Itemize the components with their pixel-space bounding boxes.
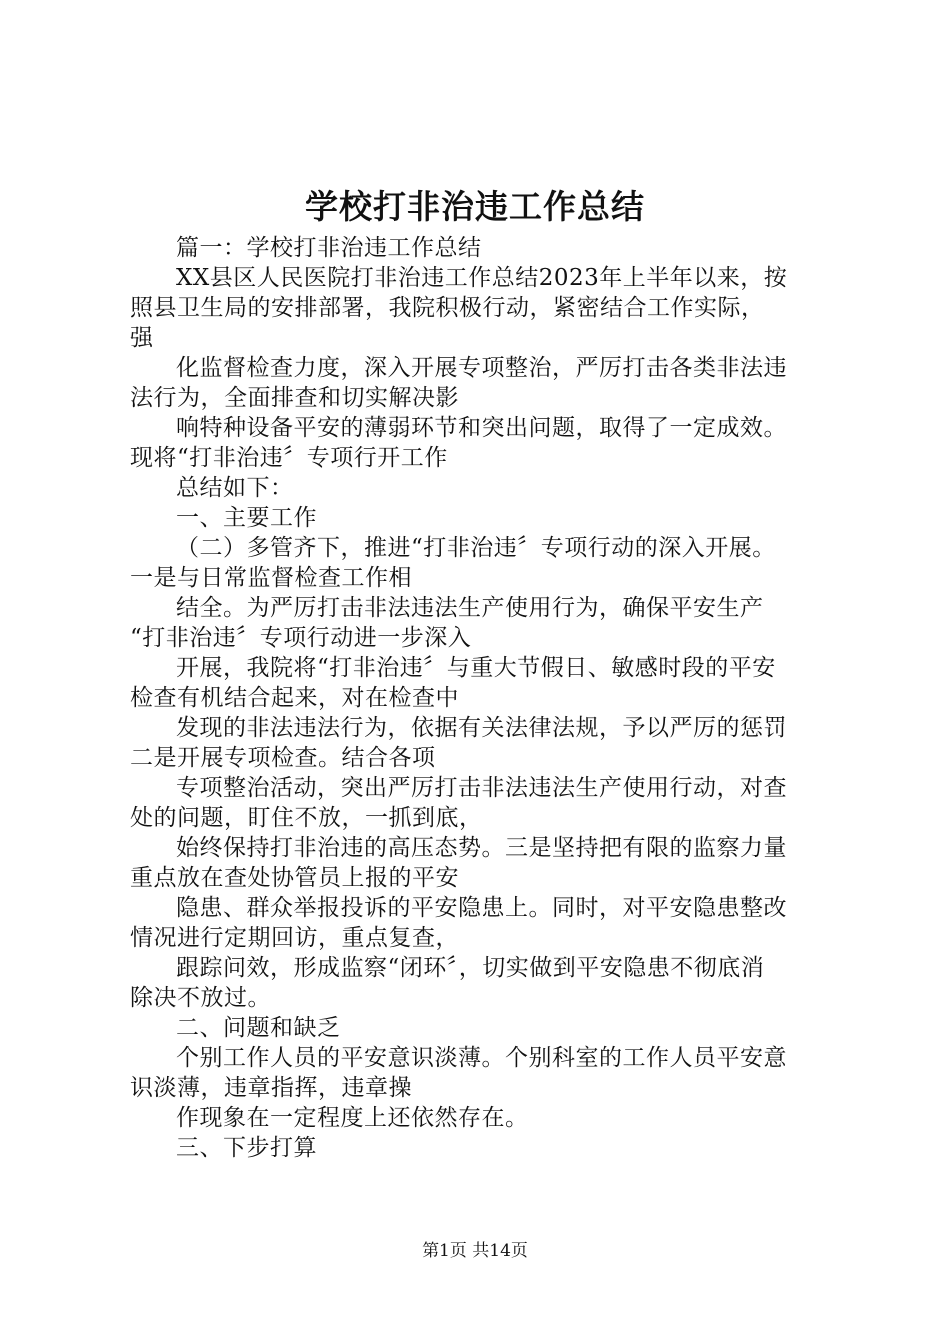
text-line: （二）多管齐下，推进“打非治违〞专项行动的深入开展。	[176, 535, 776, 561]
text-line: 一、主要工作	[176, 505, 317, 531]
text-line: 检查有机结合起来，对在检查中	[130, 685, 459, 711]
text-line: 一是与日常监督检查工作相	[130, 565, 412, 591]
page-footer: 第1页 共14页	[422, 1241, 528, 1261]
text-line: 结全。为严厉打击非法违法生产使用行为，确保平安生产	[176, 595, 764, 621]
text-line: 专项整治活动，突出严厉打击非法违法生产使用行动，对查	[176, 775, 787, 801]
text-line: 现将“打非治违〞专项行开工作	[130, 445, 448, 471]
text-line: XX县区人民医院打非治违工作总结2023年上半年以来，按	[176, 265, 788, 291]
text-line: 情况进行定期回访，重点复查，	[130, 925, 459, 951]
text-line: 隐患、群众举报投诉的平安隐患上。同时，对平安隐患整改	[176, 895, 787, 921]
text-line: 篇一：学校打非治违工作总结	[176, 235, 482, 261]
text-line: 开展，我院将“打非治违〞与重大节假日、敏感时段的平安	[176, 655, 776, 681]
text-line: 照县卫生局的安排部署，我院积极行动，紧密结合工作实际，	[130, 295, 765, 321]
text-line: 化监督检查力度，深入开展专项整治，严厉打击各类非法违	[176, 355, 787, 381]
text-line: 识淡薄，违章指挥，违章操	[130, 1075, 412, 1101]
text-line: 跟踪问效，形成监察“闭环〞，切实做到平安隐患不彻底消	[176, 955, 765, 981]
text-line: 二、问题和缺乏	[176, 1015, 341, 1041]
document-title: 学校打非治违工作总结	[305, 187, 645, 226]
text-line: 总结如下：	[176, 475, 294, 501]
text-line: 处的问题，盯住不放，一抓到底，	[130, 805, 483, 831]
text-line: 响特种设备平安的薄弱环节和突出问题，取得了一定成效。	[176, 415, 787, 441]
text-line: 个别工作人员的平安意识淡薄。个别科室的工作人员平安意	[176, 1045, 787, 1071]
text-line: 三、下步打算	[176, 1135, 317, 1161]
text-line: “打非治违〞专项行动进一步深入	[130, 625, 472, 651]
text-line: 作现象在一定程度上还依然存在。	[176, 1105, 529, 1131]
text-line: 法行为，全面排查和切实解决影	[130, 385, 459, 411]
text-line: 重点放在查处协管员上报的平安	[130, 865, 459, 891]
document-body	[130, 233, 835, 1163]
text-line: 始终保持打非治违的高压态势。三是坚持把有限的监察力量	[176, 835, 787, 861]
text-line: 强	[130, 325, 154, 351]
text-line: 发现的非法违法行为，依据有关法律法规，予以严厉的惩罚	[176, 715, 787, 741]
text-line: 除决不放过。	[130, 985, 271, 1011]
text-line: 二是开展专项检查。结合各项	[130, 745, 436, 771]
